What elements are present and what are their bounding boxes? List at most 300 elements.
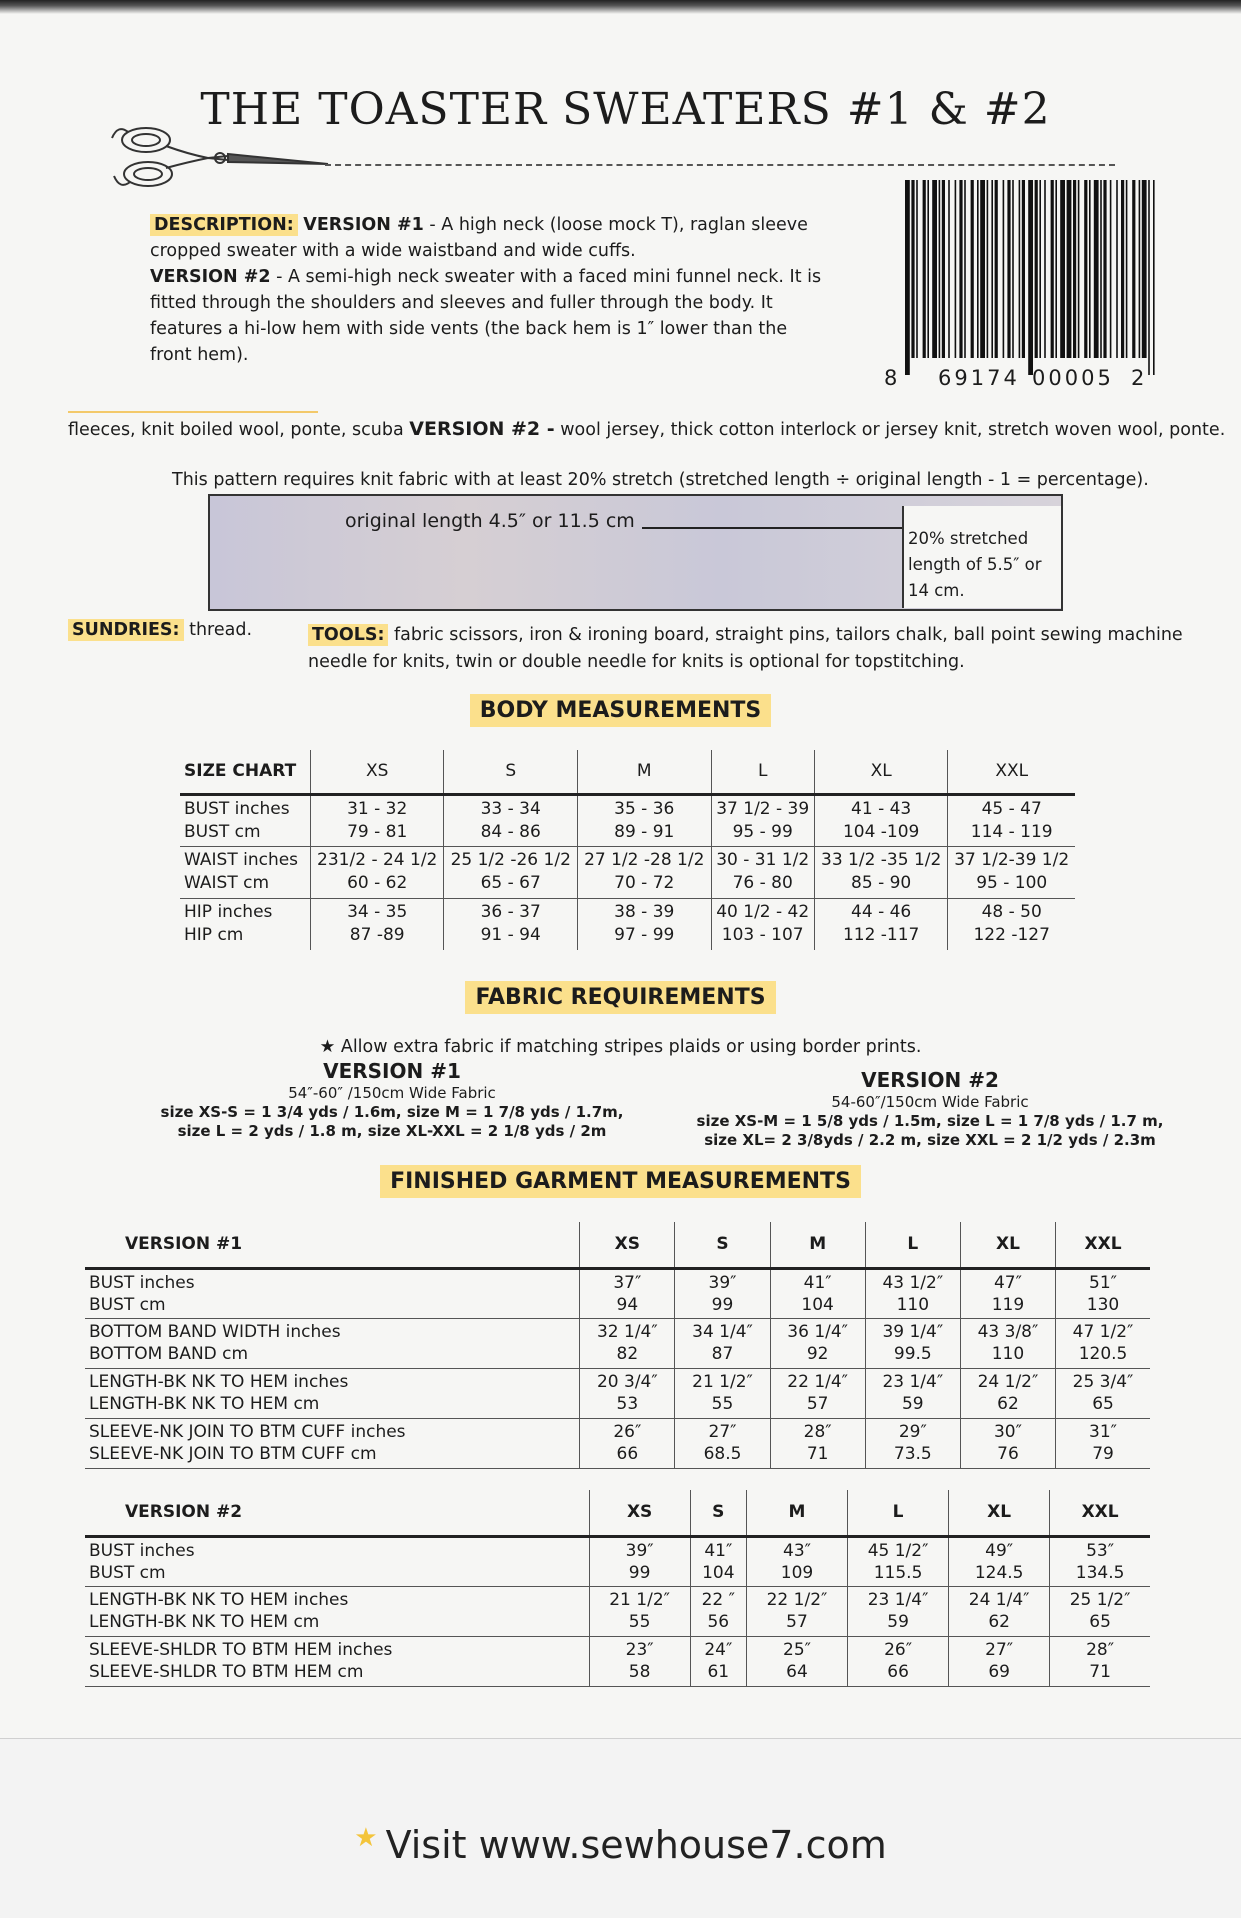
measurement-cell [1050,1536,1150,1586]
value-cm: 95 - 100 [976,873,1048,893]
value-cm: 109 [780,1562,814,1583]
barcode-check-digit: 2 [1131,366,1145,390]
barcode-bar [971,180,974,358]
value-cm: 130 [1086,1294,1120,1315]
barcode-group-2: 00005 [1032,366,1114,390]
row-label [85,1318,580,1368]
barcode-bar [1028,180,1033,375]
measurement-cell [580,1268,675,1318]
measurement-cell [589,1586,690,1636]
measurement-cell [746,1536,847,1586]
value-inches: 45 1/2″ [867,1540,929,1561]
body-table-header [180,750,1075,794]
fabrics-text-before: fleeces, knit boiled wool, ponte, scuba [68,420,410,440]
measurement-cell [746,1586,847,1636]
value-inches: 231/2 - 24 1/2 [317,850,438,870]
measurement-cell [310,898,444,950]
value-cm: 120.5 [1078,1344,1128,1364]
row-label [85,1586,589,1636]
value-inches: 37 1/2-39 1/2 [954,850,1070,870]
barcode-bar [1110,180,1112,358]
row-label-cm: SLEEVE-NK JOIN TO BTM CUFF cm [89,1444,377,1464]
barcode-bar [1139,180,1141,358]
row-label [85,1268,580,1318]
row-label-cm: BOTTOM BAND cm [89,1344,249,1364]
value-cm: 104 [801,1294,834,1315]
value-cm: 89 - 91 [614,821,675,842]
fabrics-text-after: wool jersey, thick cotton interlock or jersey knit, stretch woven wool, ponte. [554,420,1226,440]
row-label-cm: LENGTH-BK NK TO HEM cm [89,1612,320,1632]
value-cm: 87 [711,1344,734,1364]
table-row [85,1368,1150,1418]
value-cm: 64 [786,1662,808,1682]
value-inches: 51″ [1089,1272,1118,1293]
measurement-cell [948,898,1075,950]
value-inches: 30 - 31 1/2 [716,850,810,870]
row-label [180,898,310,950]
value-inches: 41 - 43 [851,798,912,819]
visit-website [0,1823,1241,1867]
value-inches: 41″ [704,1540,733,1561]
value-inches: 35 - 36 [614,798,675,819]
measurement-cell [770,1318,865,1368]
finished-v1-header [85,1222,1150,1268]
value-cm: 119 [991,1294,1025,1315]
value-inches: 53″ [1086,1540,1115,1561]
value-cm: 82 [616,1344,639,1364]
value-inches: 37 1/2 - 39 [716,798,810,819]
table-row [85,1418,1150,1468]
value-inches: 41″ [803,1272,832,1293]
value-inches: 39″ [625,1540,654,1561]
measurement-cell [589,1636,690,1686]
fabric-version-1-line-1: size XS-S = 1 3/4 yds / 1.6m, size M = 1 7/8 yds / 1.7m, [160,1103,624,1121]
fabric-version-2 [650,1067,1210,1150]
description [150,212,830,368]
body-size-header: XS [310,750,444,794]
value-inches: 33 - 34 [480,798,541,819]
value-inches: 26″ [884,1640,913,1660]
measurement-cell [949,1586,1050,1636]
measurement-cell [711,794,814,846]
finished-v2-size-header: XS [589,1490,690,1536]
value-inches: 47 1/2″ [1072,1322,1134,1342]
measurement-cell [1056,1268,1150,1318]
value-cm: 79 [1092,1444,1114,1464]
fabric-version-2-width: 54-60″/150cm Wide Fabric [831,1093,1029,1111]
value-cm: 65 [1089,1612,1111,1632]
barcode-bar [987,180,989,358]
measurement-cell [310,846,444,898]
value-cm: 59 [901,1394,924,1414]
row-label [85,1636,589,1686]
barcode-bar [923,180,926,358]
barcode-bar [1051,180,1054,358]
finished-v1-size-header: L [865,1222,960,1268]
value-cm: 99.5 [893,1344,932,1364]
finished-v2-size-header: XXL [1050,1490,1150,1536]
value-cm: 71 [806,1444,829,1464]
barcode-bar [939,180,941,358]
value-cm: 59 [887,1612,909,1632]
barcode-bar [948,180,950,358]
value-cm: 76 [997,1444,1019,1464]
value-cm: 104 [702,1562,735,1583]
barcode-bar [955,180,957,358]
value-cm: 84 - 86 [480,821,541,842]
value-inches: 39 1/4″ [882,1322,944,1342]
value-cm: 92 [806,1344,829,1364]
value-cm: 110 [991,1344,1025,1364]
table-row [180,846,1075,898]
measurement-cell [577,794,711,846]
barcode-bar [1089,180,1091,358]
measurement-cell [589,1536,690,1586]
value-inches: 33 1/2 -35 1/2 [821,850,942,870]
stretch-gauge [208,494,1063,611]
table-row [85,1636,1150,1686]
value-cm: 103 - 107 [721,925,804,946]
finished-version-1-table [85,1222,1150,1469]
stretch-note: This pattern requires knit fabric with at least 20% stretch (stretched length ÷ original length - 1 = percentage). [172,470,1149,490]
row-label [85,1536,589,1586]
measurement-cell [865,1368,960,1418]
measurement-cell [675,1318,770,1368]
finished-garment-heading-wrap [0,1169,1241,1194]
value-inches: 32 1/4″ [596,1322,658,1342]
barcode-bar [1148,180,1150,375]
barcode-bar [1132,180,1135,358]
value-cm: 57 [786,1612,808,1632]
value-cm: 66 [887,1662,909,1682]
value-inches: 21 1/2″ [609,1590,670,1610]
row-label-cm: BUST cm [89,1294,166,1315]
barcode-lead-digit: 8 [884,366,900,390]
barcode-group-1: 69174 [938,366,1020,390]
value-inches: 26″ [613,1422,642,1442]
version-1-label: VERSION #1 [303,215,424,235]
value-inches: 31 - 32 [347,798,408,819]
fabric-note [0,1037,1241,1057]
value-inches: 22 ″ [701,1590,735,1610]
value-inches: 25 3/4″ [1072,1372,1134,1392]
body-measurements-heading-wrap [0,698,1241,723]
body-size-header: M [577,750,711,794]
measurement-cell [310,794,444,846]
row-label [180,846,310,898]
value-inches: 44 - 46 [851,902,912,923]
barcode-bar [1094,180,1099,358]
table-row [85,1268,1150,1318]
value-cm: 57 [806,1394,829,1414]
sundries-text: thread. [183,620,253,640]
table-row [180,794,1075,846]
value-cm: 66 [616,1444,639,1464]
measurement-cell [444,794,578,846]
star-icon: ★ [354,1823,378,1853]
fabric-version-2-line-2: size XL= 2 3/8yds / 2.2 m, size XXL = 2 1/2 yds / 2.3m [704,1131,1156,1149]
page-title: THE TOASTER SWEATERS #1 & #2 [200,84,1051,135]
body-size-header: L [711,750,814,794]
barcode-bar [927,180,929,358]
measurement-cell [865,1318,960,1368]
measurement-cell [770,1368,865,1418]
measurement-cell [675,1268,770,1318]
finished-v2-size-header: XL [949,1490,1050,1536]
barcode-bar [995,180,998,358]
barcode-bar [1022,180,1025,358]
measurement-cell [746,1636,847,1686]
value-cm: 104 -109 [842,821,920,842]
row-label-inches: LENGTH-BK NK TO HEM inches [89,1372,349,1392]
measurement-cell [675,1368,770,1418]
measurement-cell [948,794,1075,846]
fabric-version-1-title: VERSION #1 [323,1059,461,1083]
value-inches: 37″ [613,1272,642,1293]
value-cm: 99 [628,1562,651,1583]
barcode-bar [1121,180,1124,358]
body-measurements-heading: BODY MEASUREMENTS [470,694,772,727]
value-inches: 49″ [985,1540,1014,1561]
measurement-cell [1050,1586,1150,1636]
measurement-cell [960,1368,1055,1418]
barcode-bar [1044,180,1046,358]
value-inches: 43 3/8″ [977,1322,1039,1342]
value-inches: 22 1/2″ [766,1590,828,1610]
barcode-bar [932,180,937,358]
value-inches: 24″ [704,1640,733,1660]
body-measurements-table [180,750,1075,950]
row-label-inches: SLEEVE-NK JOIN TO BTM CUFF inches [89,1422,406,1442]
version-1-description: - A high neck (loose mock T), raglan sleeve cropped sweater with a wide waistband and wide cuffs. [150,215,808,261]
value-cm: 114 - 119 [970,821,1053,842]
finished-v1-size-header: XXL [1056,1222,1150,1268]
value-inches: 40 1/2 - 42 [716,902,810,923]
measurement-cell [814,846,948,898]
value-inches: 43 1/2″ [882,1272,944,1293]
measurement-cell [690,1636,746,1686]
row-label-inches: BOTTOM BAND WIDTH inches [89,1322,341,1342]
original-length-label: original length 4.5″ or 11.5 cm [345,510,635,532]
table-row [85,1536,1150,1586]
value-cm: 60 - 62 [347,873,408,893]
barcode-bar [1039,180,1041,358]
value-cm: 58 [628,1662,651,1682]
finished-v1-size-header: M [770,1222,865,1268]
table-row [85,1318,1150,1368]
row-label-inches: BUST inches [89,1272,195,1293]
value-cm: 65 [1092,1394,1114,1414]
measurement-cell [770,1268,865,1318]
barcode-bar [991,180,993,358]
yellow-rule [68,411,318,413]
value-cm: 122 -127 [973,925,1050,946]
finished-v2-header [85,1490,1150,1536]
measurement-cell [865,1418,960,1468]
version-2-label: VERSION #2 [150,267,271,287]
measurement-cell [960,1418,1055,1468]
finished-version-2-table [85,1490,1150,1687]
value-inches: 47″ [993,1272,1022,1293]
barcode-bar [905,180,910,375]
measurement-cell [770,1418,865,1468]
value-inches: 23″ [625,1640,654,1660]
value-inches: 22 1/4″ [787,1372,849,1392]
body-title-header: SIZE CHART [180,750,310,794]
value-cm: 134.5 [1075,1562,1125,1583]
finished-v2-size-header: L [848,1490,949,1536]
barcode-bar [980,180,985,358]
value-cm: 95 - 99 [732,821,793,842]
value-inches: 25 1/2 -26 1/2 [450,850,571,870]
fabric-note-text: Allow extra fabric if matching stripes plaids or using border prints. [340,1037,922,1057]
value-inches: 43″ [783,1540,811,1561]
value-cm: 124.5 [974,1562,1024,1583]
row-label-cm: SLEEVE-SHLDR TO BTM HEM cm [89,1662,364,1682]
row-label-inches: BUST inches [184,798,290,819]
body-size-header: XL [814,750,948,794]
value-inches: 29″ [898,1422,927,1442]
row-label-cm: WAIST cm [184,873,270,893]
barcode-bar [1007,180,1010,358]
tools-label: TOOLS: [308,624,388,646]
value-inches: 36 - 37 [480,902,541,923]
value-inches: 28″ [1086,1640,1115,1660]
barcode-bar [964,180,966,358]
measurement-cell [1056,1418,1150,1468]
row-label [85,1368,580,1418]
measurement-cell [580,1318,675,1368]
barcode-bars [905,180,1155,375]
value-inches: 20 3/4″ [596,1372,658,1392]
value-inches: 34 1/4″ [692,1322,753,1342]
value-cm: 79 - 81 [347,821,408,842]
barcode-bar [1153,180,1155,375]
value-inches: 48 - 50 [981,902,1042,923]
measurement-cell [1050,1636,1150,1686]
fabric-version-2-line-1: size XS-M = 1 5/8 yds / 1.5m, size L = 1 7/8 yds / 1.7 m, [696,1112,1164,1130]
row-label-inches: HIP inches [184,902,273,923]
barcode [905,180,1155,379]
body-size-header: S [444,750,578,794]
measurement-cell [865,1268,960,1318]
row-label-cm: HIP cm [184,925,244,946]
barcode-bar [1103,180,1106,358]
fabric-version-1-line-2: size L = 2 yds / 1.8 m, size XL-XXL = 2 1/8 yds / 2m [177,1122,607,1140]
row-label-cm: BUST cm [89,1562,166,1583]
value-cm: 62 [988,1612,1010,1632]
value-inches: 45 - 47 [981,798,1042,819]
table-row [180,898,1075,950]
value-inches: 27″ [985,1640,1014,1660]
sundries [68,620,252,640]
value-cm: 53 [616,1394,639,1414]
value-inches: 27 1/2 -28 1/2 [584,850,705,870]
barcode-bar [1055,180,1057,358]
value-cm: 97 - 99 [614,925,675,946]
barcode-bar [1084,180,1087,358]
fabric-requirements-heading-wrap [0,985,1241,1010]
value-inches: 23 1/4″ [882,1372,944,1392]
value-inches: 21 1/2″ [692,1372,753,1392]
value-inches: 28″ [803,1422,832,1442]
barcode-bar [1012,180,1014,358]
row-label-inches: SLEEVE-SHLDR TO BTM HEM inches [89,1640,393,1660]
body-size-header: XXL [948,750,1075,794]
barcode-bar [1100,180,1102,358]
value-inches: 23 1/4″ [867,1590,929,1610]
measurement-cell [577,846,711,898]
value-inches: 25 1/2″ [1069,1590,1131,1610]
fabric-requirements-heading: FABRIC REQUIREMENTS [465,981,775,1014]
finished-v1-size-header: XS [580,1222,675,1268]
measurement-cell [948,846,1075,898]
value-cm: 61 [707,1662,730,1682]
measurement-cell [675,1418,770,1468]
value-inches: 34 - 35 [347,902,408,923]
table-row [85,1586,1150,1636]
fabric-version-1 [112,1058,672,1141]
measurement-cell [444,846,578,898]
measurement-cell [1056,1318,1150,1368]
value-cm: 87 -89 [349,925,405,946]
measurement-cell [711,898,814,950]
value-inches: 38 - 39 [614,902,675,923]
fabric-version-2-title: VERSION #2 [861,1068,999,1092]
measurement-cell [580,1368,675,1418]
measurement-cell [580,1418,675,1468]
value-cm: 99 [711,1294,734,1315]
barcode-bar [1035,180,1038,358]
value-cm: 71 [1089,1662,1111,1682]
stretched-length-label: 20% stretched length of 5.5″ or 14 cm. [902,506,1061,608]
barcode-bar [977,180,979,358]
visit-link[interactable]: Visit www.sewhouse7.com [385,1823,887,1867]
value-cm: 76 - 80 [732,873,793,893]
barcode-bar [1060,180,1065,358]
finished-v1-size-header: XL [960,1222,1055,1268]
barcode-bar [1078,180,1080,358]
fabrics-version-2-label: VERSION #2 - [409,418,555,440]
measurement-cell [960,1318,1055,1368]
value-cm: 73.5 [893,1444,932,1464]
value-cm: 70 - 72 [614,873,675,893]
row-label-inches: BUST inches [89,1540,195,1561]
measurement-cell [814,898,948,950]
row-label-cm: BUST cm [184,821,261,842]
measurement-cell [1056,1368,1150,1418]
row-label-inches: LENGTH-BK NK TO HEM inches [89,1590,349,1610]
barcode-bar [911,180,914,358]
description-label: DESCRIPTION: [150,214,298,236]
value-cm: 110 [896,1294,930,1315]
value-cm: 62 [997,1394,1019,1414]
measurement-cell [444,898,578,950]
value-inches: 24 1/2″ [977,1372,1039,1392]
value-cm: 112 -117 [842,925,920,946]
measurement-cell [949,1636,1050,1686]
measurement-cell [848,1536,949,1586]
value-cm: 56 [707,1612,730,1632]
barcode-bar [959,180,962,358]
value-inches: 27″ [708,1422,737,1442]
measurement-cell [690,1586,746,1636]
barcode-bar [916,180,918,358]
barcode-bar [1142,180,1147,358]
tools [308,622,1188,676]
finished-v2-size-header: S [690,1490,746,1536]
barcode-bar [1067,180,1072,358]
